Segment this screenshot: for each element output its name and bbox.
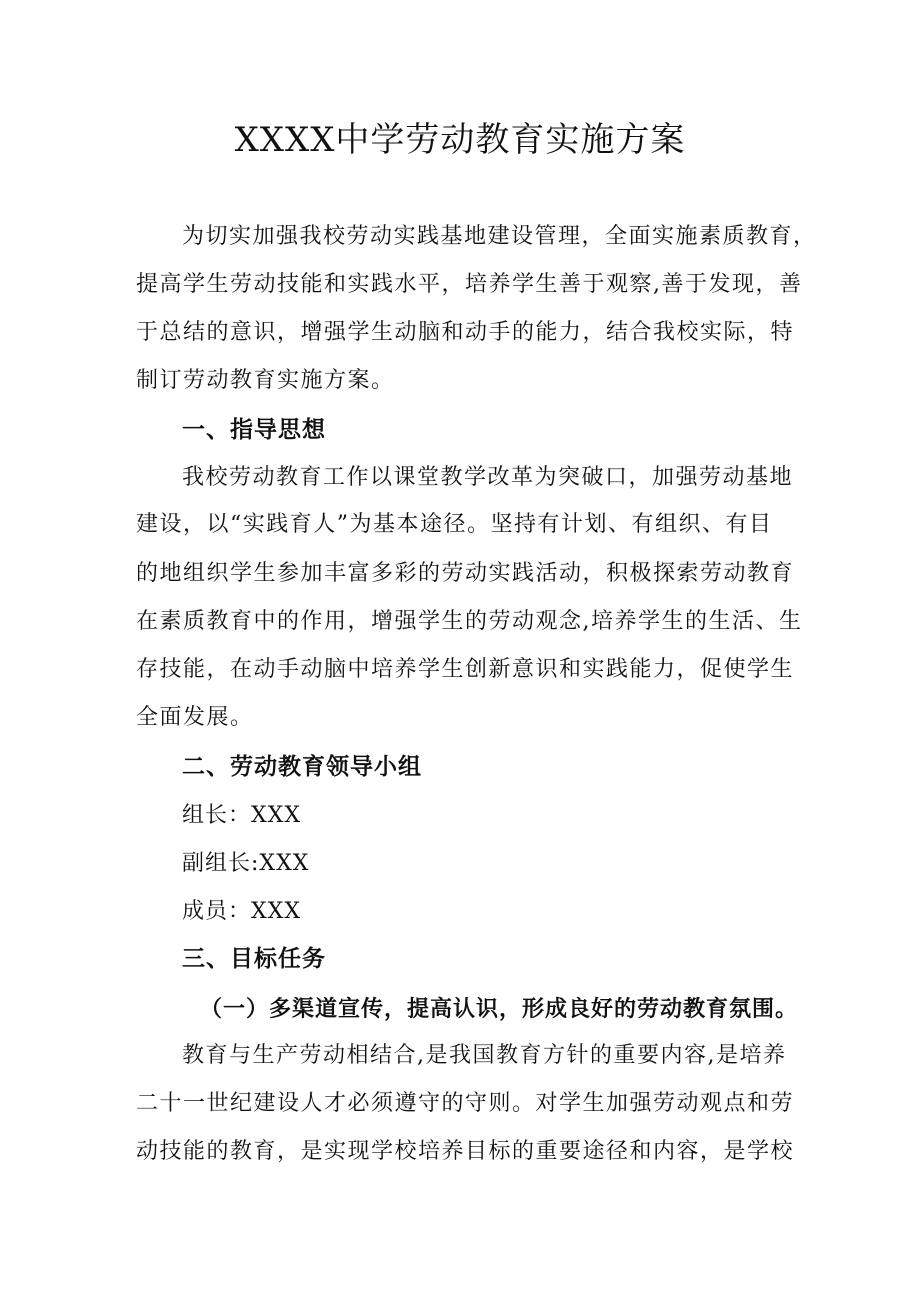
intro-line-3: 于总结的意识，增强学生动脑和动手的能力，结合我校实际，特 — [136, 320, 795, 345]
section1-line-2: 建设，以“实践育人”为基本途径。坚持有计划、有组织、有目 — [136, 512, 773, 537]
section3-line-2: 二十一世纪建设人才必须遵守的守则。对学生加强劳动观点和劳 — [136, 1091, 795, 1116]
document-title: XXXX中学劳动教育实施方案 — [234, 120, 686, 160]
members-line: 成员：XXX — [182, 899, 301, 924]
deputy-leader-line: 副组长:XXX — [182, 851, 310, 876]
section3-line-1: 教育与生产劳动相结合,是我国教育方针的重要内容,是培养 — [182, 1043, 787, 1068]
section3-heading: 三、目标任务 — [182, 946, 326, 972]
section3-line-3: 动技能的教育，是实现学校培养目标的重要途径和内容，是学校 — [136, 1139, 795, 1164]
leader-line: 组长：XXX — [182, 803, 301, 828]
intro-line-2: 提高学生劳动技能和实践水平，培养学生善于观察,善于发现，善 — [136, 272, 803, 297]
section1-line-3: 的地组织学生参加丰富多彩的劳动实践活动，积极探索劳动教育 — [136, 561, 795, 586]
section2-heading: 二、劳动教育领导小组 — [182, 754, 422, 780]
intro-line-4: 制订劳动教育实施方案。 — [136, 368, 395, 393]
section1-line-4: 在素质教育中的作用，增强学生的劳动观念,培养学生的生活、生 — [136, 609, 803, 634]
section1-line-1: 我校劳动教育工作以课堂教学改革为突破口，加强劳动基地 — [182, 465, 794, 490]
intro-line-1: 为切实加强我校劳动实践基地建设管理，全面实施素质教育， — [182, 224, 817, 249]
section1-line-6: 全面发展。 — [136, 705, 254, 730]
section3-subheading: （一）多渠道宣传，提高认识，形成良好的劳动教育氛围。 — [200, 996, 799, 1022]
section1-heading: 一、指导思想 — [182, 417, 326, 443]
section1-line-5: 存技能，在动手动脑中培养学生创新意识和实践能力，促使学生 — [136, 657, 795, 682]
